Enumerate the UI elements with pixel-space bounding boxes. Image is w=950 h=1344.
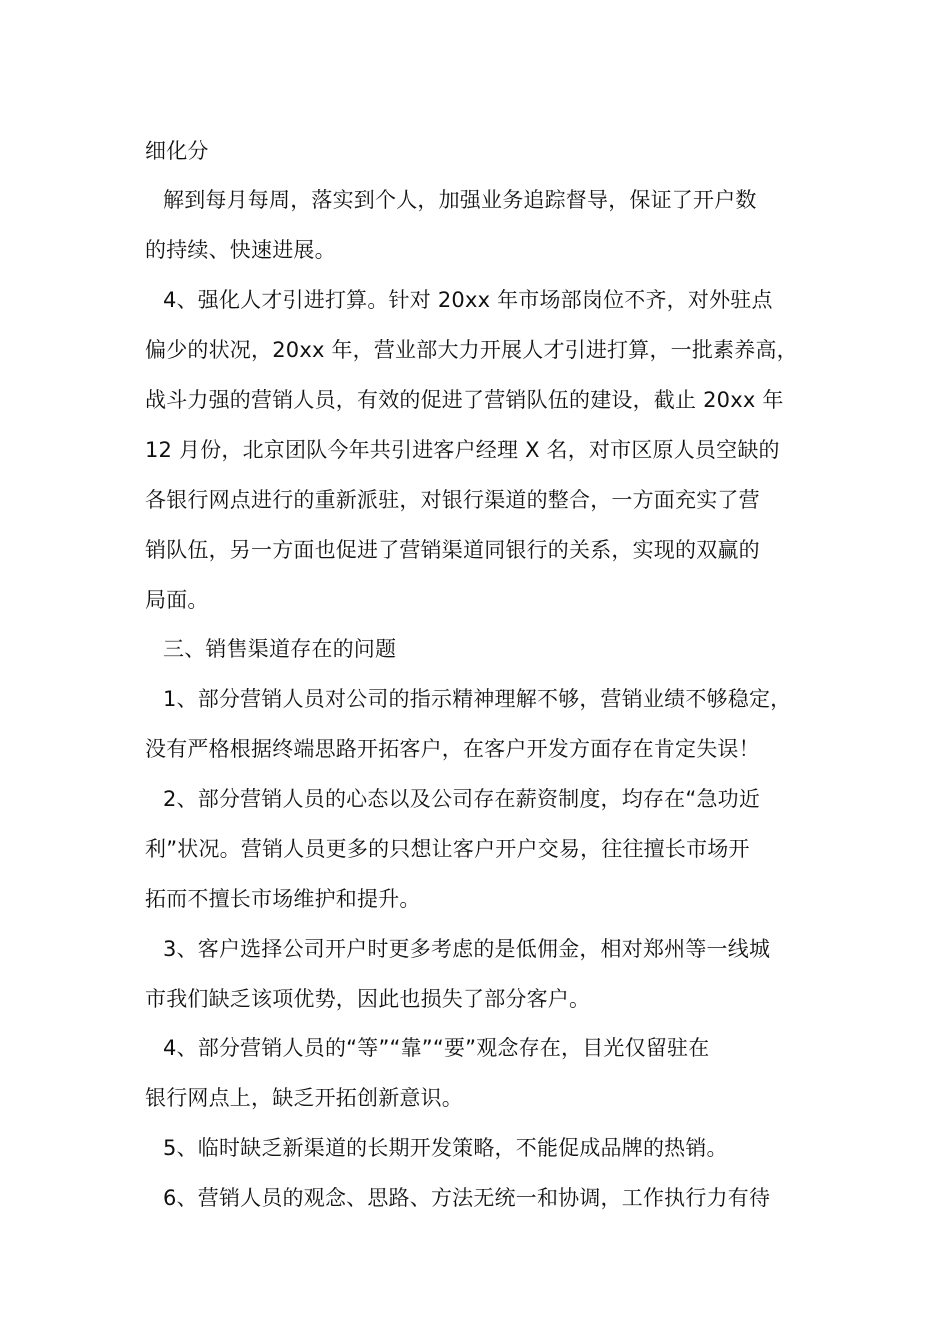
text-line: 3、客户选择公司开户时更多考虑的是低佣金，相对郑州等一线城 (163, 937, 771, 961)
text-line: 6、营销人员的观念、思路、方法无统一和协调，工作执行力有待 (163, 1186, 771, 1210)
text-line: 的持续、快速进展。 (145, 238, 336, 262)
text-line: 战斗力强的营销人员，有效的促进了营销队伍的建设，截止 20xx 年 (145, 388, 784, 412)
text-line: 细化分 (145, 139, 209, 163)
text-line: 各银行网点进行的重新派驻，对银行渠道的整合，一方面充实了营 (145, 488, 760, 512)
text-line: 销队伍，另一方面也促进了营销渠道同银行的关系，实现的双赢的 (145, 538, 760, 562)
text-line: 解到每月每周，落实到个人，加强业务追踪督导，保证了开户数 (163, 188, 757, 212)
text-line: 5、临时缺乏新渠道的长期开发策略，不能促成品牌的热销。 (163, 1136, 728, 1160)
text-line: 没有严格根据终端思路开拓客户，在客户开发方面存在肯定失误！ (145, 737, 760, 761)
text-line: 利”状况。营销人员更多的只想让客户开户交易，往往擅长市场开 (145, 837, 750, 861)
text-line: 局面。 (145, 588, 209, 612)
text-line: 拓而不擅长市场维护和提升。 (145, 887, 421, 911)
text-line: 12 月份，北京团队今年共引进客户经理 X 名，对市区原人员空缺的 (145, 438, 780, 462)
text-line: 银行网点上，缺乏开拓创新意识。 (145, 1086, 463, 1110)
text-line: 2、部分营销人员的心态以及公司存在薪资制度，均存在“急功近 (163, 787, 761, 811)
text-line: 市我们缺乏该项优势，因此也损失了部分客户。 (145, 987, 591, 1011)
text-line: 1、部分营销人员对公司的指示精神理解不够，营销业绩不够稳定， (163, 687, 792, 711)
text-line: 偏少的状况，20xx 年，营业部大力开展人才引进打算，一批素养高， (145, 338, 798, 362)
section-heading: 三、销售渠道存在的问题 (163, 637, 397, 661)
text-line: 4、部分营销人员的“等”“靠”“要”观念存在，目光仅留驻在 (163, 1036, 710, 1060)
text-line: 4、强化人才引进打算。针对 20xx 年市场部岗位不齐，对外驻点 (163, 288, 773, 312)
